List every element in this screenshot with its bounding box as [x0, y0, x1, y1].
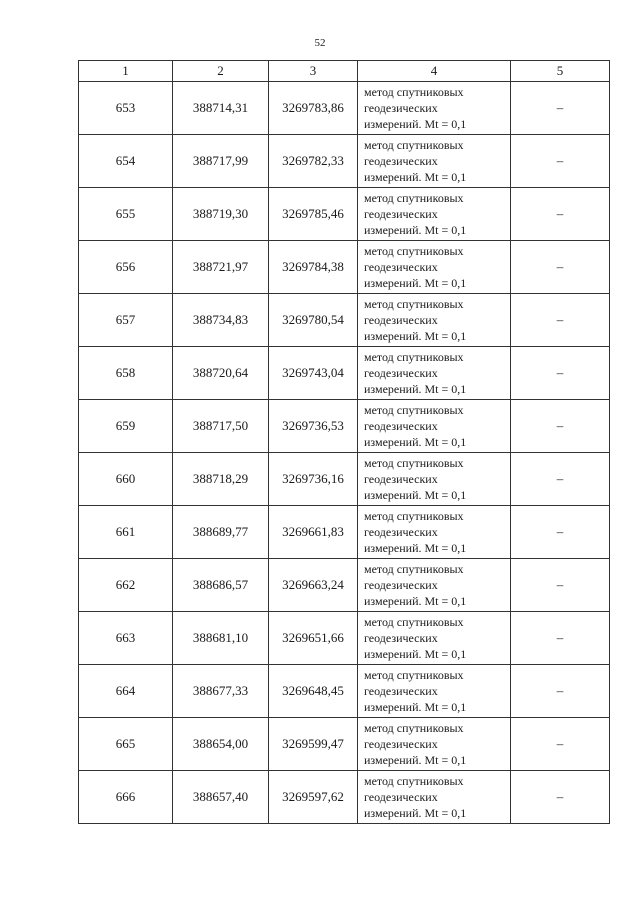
method-line: метод спутниковых [364, 297, 464, 311]
method-cell [358, 294, 511, 347]
x-coordinate-cell: 388654,00 [173, 718, 269, 771]
y-coordinate-cell: 3269736,16 [269, 453, 358, 506]
method-cell [358, 400, 511, 453]
method-line: метод спутниковых [364, 85, 464, 99]
method-line: метод спутниковых [364, 774, 464, 788]
method-cell [358, 188, 511, 241]
method-line: измерений. Mt = 0,1 [364, 435, 467, 449]
point-number-cell: 656 [79, 241, 173, 294]
point-number-cell: 657 [79, 294, 173, 347]
description-cell: – [511, 665, 610, 718]
method-line: метод спутниковых [364, 138, 464, 152]
description-cell: – [511, 612, 610, 665]
method-cell [358, 453, 511, 506]
x-coordinate-cell: 388717,50 [173, 400, 269, 453]
description-cell: – [511, 188, 610, 241]
method-line: геодезических [364, 101, 438, 115]
description-cell: – [511, 135, 610, 188]
method-cell [358, 718, 511, 771]
table-row [79, 453, 610, 506]
table-row [79, 612, 610, 665]
method-line: измерений. Mt = 0,1 [364, 223, 467, 237]
point-number-cell: 654 [79, 135, 173, 188]
method-cell [358, 771, 511, 824]
method-line: измерений. Mt = 0,1 [364, 541, 467, 555]
method-line: измерений. Mt = 0,1 [364, 488, 467, 502]
y-coordinate-cell: 3269661,83 [269, 506, 358, 559]
method-cell [358, 241, 511, 294]
page-number: 52 [314, 37, 326, 49]
method-line: измерений. Mt = 0,1 [364, 753, 467, 767]
y-coordinate-cell: 3269597,62 [269, 771, 358, 824]
point-number-cell: 659 [79, 400, 173, 453]
header-row [79, 61, 610, 82]
method-line: метод спутниковых [364, 668, 464, 682]
method-line: геодезических [364, 260, 438, 274]
method-line: геодезических [364, 419, 438, 433]
point-number-cell: 666 [79, 771, 173, 824]
description-cell: – [511, 718, 610, 771]
table-row [79, 771, 610, 824]
x-coordinate-cell: 388686,57 [173, 559, 269, 612]
method-line: измерений. Mt = 0,1 [364, 647, 467, 661]
method-line: измерений. Mt = 0,1 [364, 382, 467, 396]
description-cell: – [511, 771, 610, 824]
x-coordinate-cell: 388720,64 [173, 347, 269, 400]
method-line: метод спутниковых [364, 509, 464, 523]
y-coordinate-cell: 3269784,38 [269, 241, 358, 294]
description-cell: – [511, 506, 610, 559]
table-row [79, 559, 610, 612]
y-coordinate-cell: 3269663,24 [269, 559, 358, 612]
method-line: геодезических [364, 472, 438, 486]
description-cell: – [511, 241, 610, 294]
table-row [79, 294, 610, 347]
table-header [79, 61, 610, 82]
method-cell [358, 135, 511, 188]
table-row [79, 188, 610, 241]
method-line: геодезических [364, 313, 438, 327]
method-line: геодезических [364, 631, 438, 645]
description-cell: – [511, 559, 610, 612]
method-line: метод спутниковых [364, 721, 464, 735]
method-line: измерений. Mt = 0,1 [364, 700, 467, 714]
y-coordinate-cell: 3269651,66 [269, 612, 358, 665]
method-line: геодезических [364, 790, 438, 804]
method-line: метод спутниковых [364, 456, 464, 470]
y-coordinate-cell: 3269785,46 [269, 188, 358, 241]
method-line: метод спутниковых [364, 562, 464, 576]
y-coordinate-cell: 3269780,54 [269, 294, 358, 347]
x-coordinate-cell: 388689,77 [173, 506, 269, 559]
method-cell [358, 612, 511, 665]
table-row [79, 347, 610, 400]
table-row [79, 400, 610, 453]
method-line: метод спутниковых [364, 350, 464, 364]
table-row [79, 665, 610, 718]
method-line: метод спутниковых [364, 615, 464, 629]
x-coordinate-cell: 388714,31 [173, 82, 269, 135]
method-cell [358, 82, 511, 135]
point-number-cell: 658 [79, 347, 173, 400]
table-body [79, 82, 610, 824]
point-number-cell: 653 [79, 82, 173, 135]
method-line: метод спутниковых [364, 403, 464, 417]
x-coordinate-cell: 388677,33 [173, 665, 269, 718]
x-coordinate-cell: 388719,30 [173, 188, 269, 241]
x-coordinate-cell: 388718,29 [173, 453, 269, 506]
method-line: геодезических [364, 366, 438, 380]
table-row [79, 718, 610, 771]
y-coordinate-cell: 3269736,53 [269, 400, 358, 453]
method-cell [358, 665, 511, 718]
y-coordinate-cell: 3269648,45 [269, 665, 358, 718]
header-col-2: 2 [173, 61, 269, 82]
method-line: измерений. Mt = 0,1 [364, 594, 467, 608]
table-row [79, 135, 610, 188]
method-line: геодезических [364, 737, 438, 751]
method-line: измерений. Mt = 0,1 [364, 117, 467, 131]
point-number-cell: 661 [79, 506, 173, 559]
header-col-3: 3 [269, 61, 358, 82]
point-number-cell: 660 [79, 453, 173, 506]
x-coordinate-cell: 388717,99 [173, 135, 269, 188]
x-coordinate-cell: 388734,83 [173, 294, 269, 347]
method-line: измерений. Mt = 0,1 [364, 329, 467, 343]
description-cell: – [511, 294, 610, 347]
point-number-cell: 663 [79, 612, 173, 665]
method-line: метод спутниковых [364, 244, 464, 258]
header-col-4: 4 [358, 61, 511, 82]
method-line: геодезических [364, 154, 438, 168]
point-number-cell: 662 [79, 559, 173, 612]
table-row [79, 82, 610, 135]
table-row [79, 241, 610, 294]
x-coordinate-cell: 388681,10 [173, 612, 269, 665]
x-coordinate-cell: 388721,97 [173, 241, 269, 294]
method-line: измерений. Mt = 0,1 [364, 170, 467, 184]
y-coordinate-cell: 3269782,33 [269, 135, 358, 188]
description-cell: – [511, 400, 610, 453]
y-coordinate-cell: 3269599,47 [269, 718, 358, 771]
description-cell: – [511, 347, 610, 400]
y-coordinate-cell: 3269783,86 [269, 82, 358, 135]
x-coordinate-cell: 388657,40 [173, 771, 269, 824]
method-cell [358, 506, 511, 559]
point-number-cell: 665 [79, 718, 173, 771]
method-cell [358, 347, 511, 400]
method-cell [358, 559, 511, 612]
header-col-5: 5 [511, 61, 610, 82]
method-line: геодезических [364, 525, 438, 539]
method-line: геодезических [364, 207, 438, 221]
method-line: измерений. Mt = 0,1 [364, 276, 467, 290]
description-cell: – [511, 82, 610, 135]
header-col-1: 1 [79, 61, 173, 82]
y-coordinate-cell: 3269743,04 [269, 347, 358, 400]
description-cell: – [511, 453, 610, 506]
method-line: измерений. Mt = 0,1 [364, 806, 467, 820]
table-row [79, 506, 610, 559]
method-line: метод спутниковых [364, 191, 464, 205]
point-number-cell: 664 [79, 665, 173, 718]
method-line: геодезических [364, 684, 438, 698]
point-number-cell: 655 [79, 188, 173, 241]
coordinates-table [78, 60, 610, 824]
method-line: геодезических [364, 578, 438, 592]
